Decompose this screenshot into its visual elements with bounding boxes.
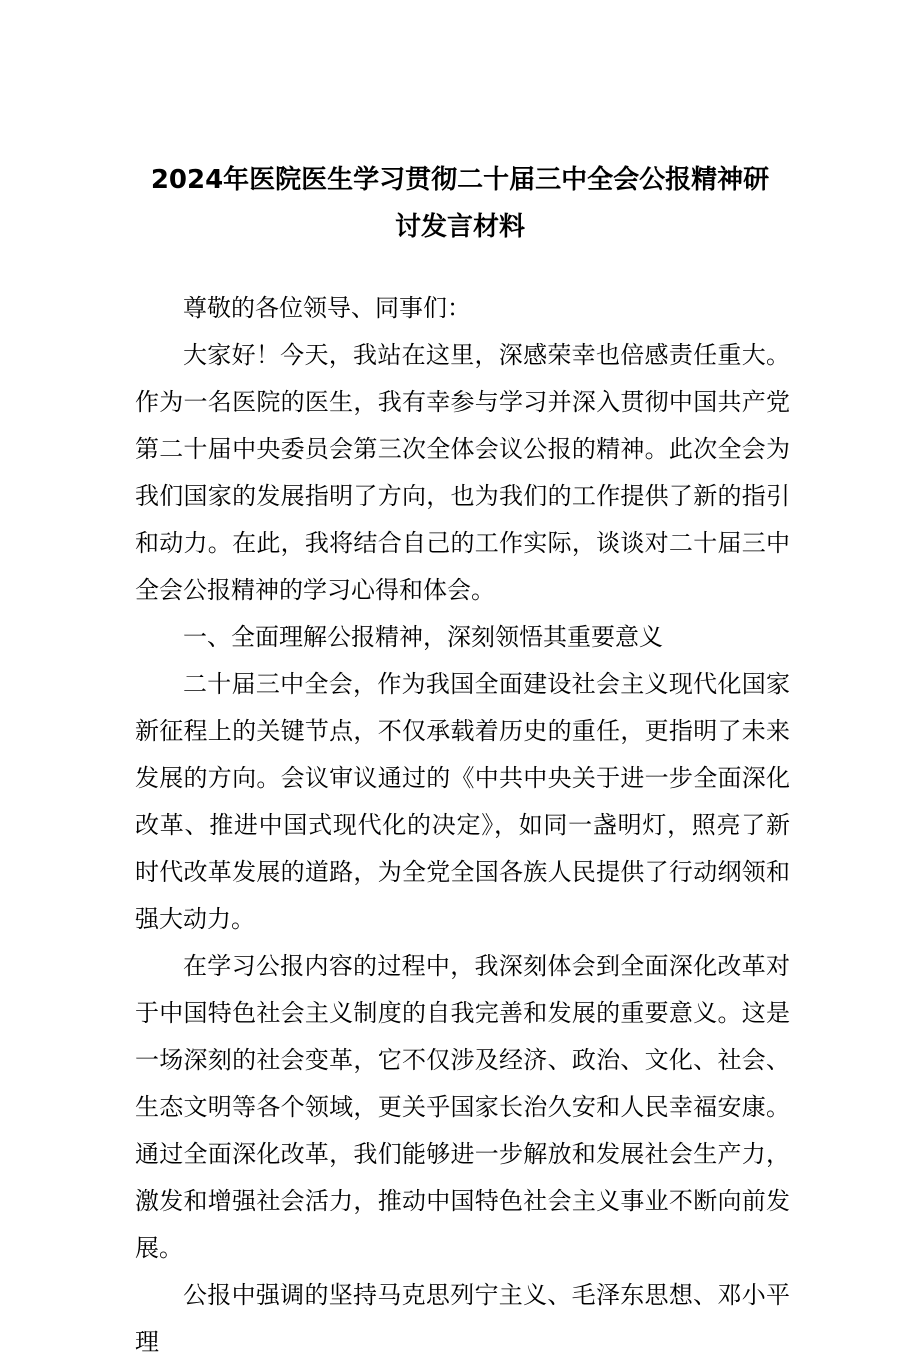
- section-heading-1: 一、全面理解公报精神，深刻领悟其重要意义: [183, 623, 663, 651]
- document-title-line-2: 讨发言材料: [394, 212, 525, 242]
- document-title-line-1: 2024年医院医生学习贯彻二十届三中全会公报精神研: [150, 165, 770, 195]
- paragraph-2: 二十届三中全会，作为我国全面建设社会主义现代化国家新征程上的关键节点，不仅承载着历史的重任，更指明了未来发展的方向。会议审议通过的《中共中央关于进一步全面深化改革、推进中国式现代化的决定》，如同一盏明灯，照亮了新时代改革发展的道路，为全党全国各族人民提供了行动纲领和强大动力。: [135, 670, 790, 933]
- paragraph-4: 公报中强调的坚持马克思列宁主义、毛泽东思想、邓小平理: [135, 1281, 790, 1356]
- document-body: [135, 285, 790, 1366]
- salutation: 尊敬的各位领导、同事们：: [183, 294, 471, 322]
- paragraph-intro: 大家好！今天，我站在这里，深感荣幸也倍感责任重大。作为一名医院的医生，我有幸参与学习并深入贯彻中国共产党第二十届中央委员会第三次全体会议公报的精神。此次全会为我们国家的发展指明了方向，也为我们的工作提供了新的指引和动力。在此，我将结合自己的工作实际，谈谈对二十届三中全会公报精神的学习心得和体会。: [135, 341, 790, 604]
- paragraph-3: 在学习公报内容的过程中，我深刻体会到全面深化改革对于中国特色社会主义制度的自我完善和发展的重要意义。这是一场深刻的社会变革，它不仅涉及经济、政治、文化、社会、生态文明等各个领域，更关乎国家长治久安和人民幸福安康。通过全面深化改革，我们能够进一步解放和发展社会生产力，激发和增强社会活力，推动中国特色社会主义事业不断向前发展。: [135, 952, 790, 1262]
